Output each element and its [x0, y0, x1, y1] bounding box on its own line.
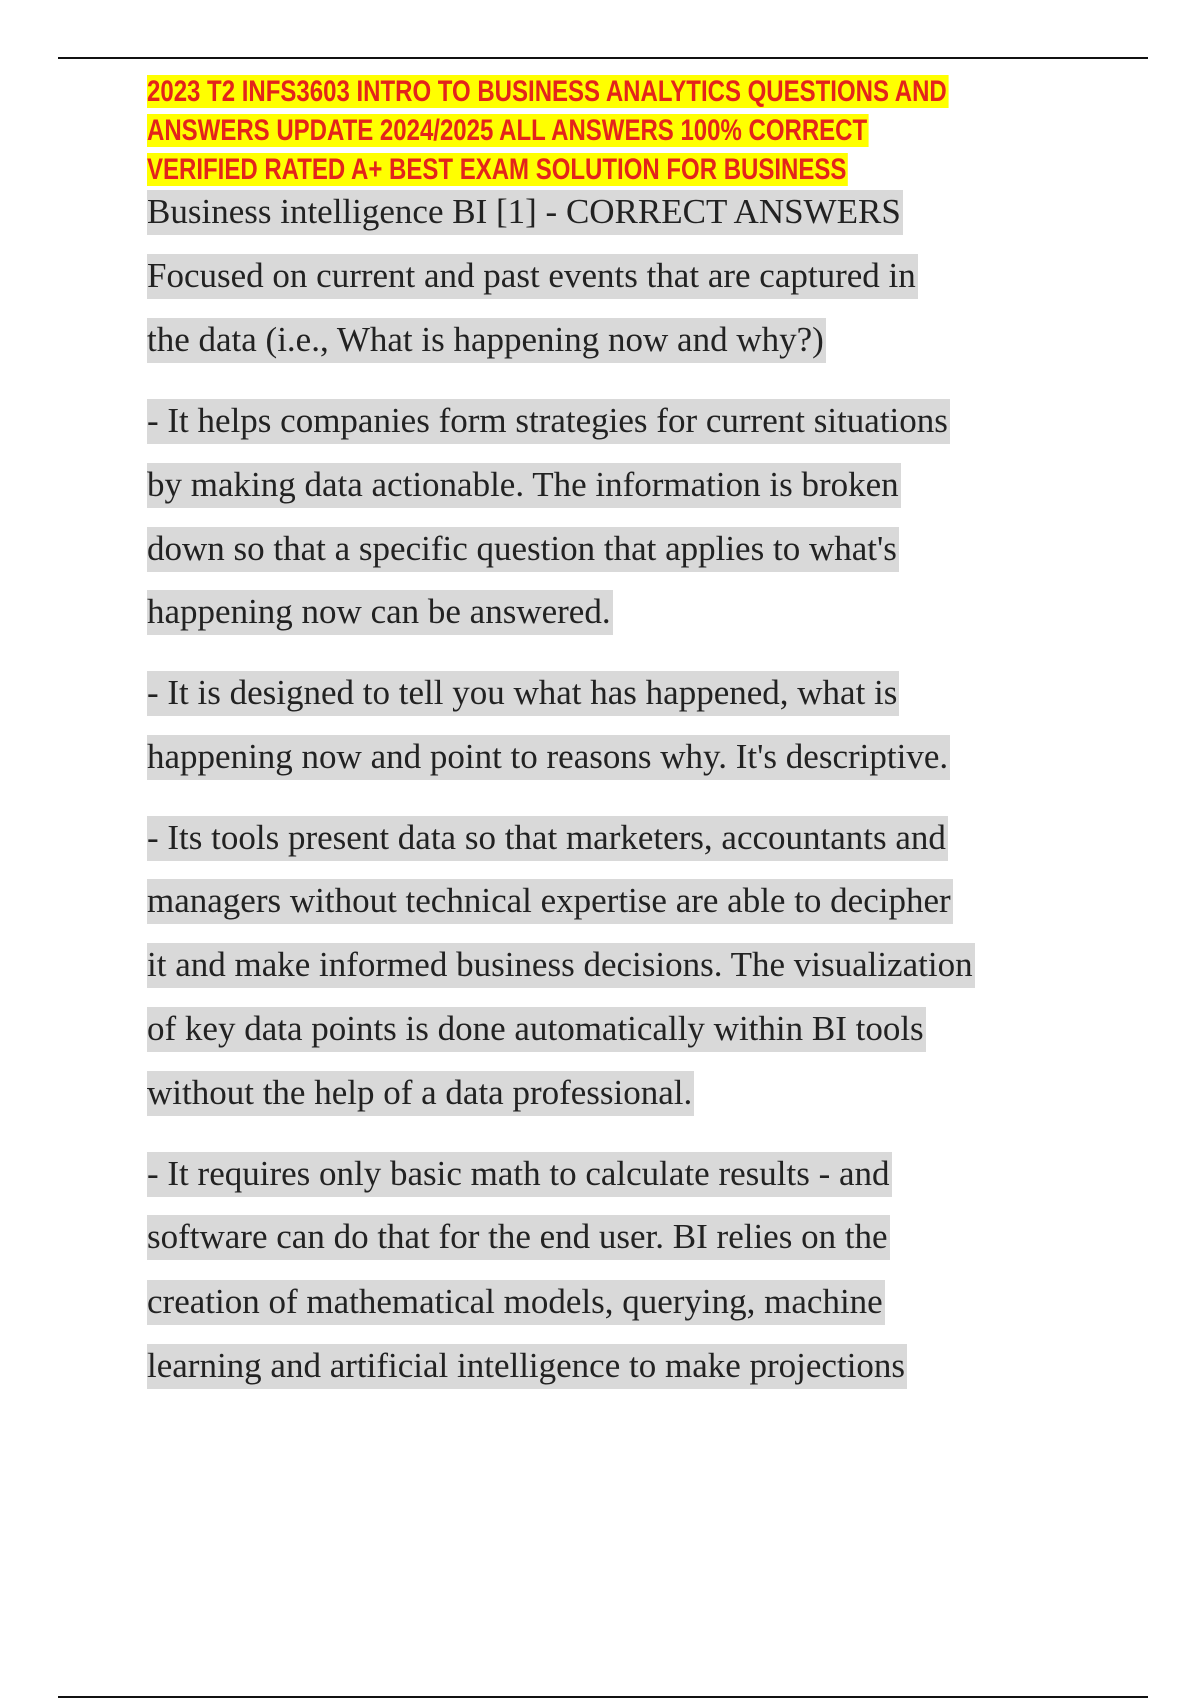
title-line: [147, 72, 948, 111]
text: it and make informed business decisions. The visualization: [147, 943, 975, 988]
text: without the help of a data professional.: [147, 1071, 694, 1116]
answer-line: [147, 1217, 890, 1257]
title-text: 2023 T2 INFS3603 INTRO TO BUSINESS ANALYTICS QUESTIONS AND: [147, 75, 947, 108]
text: - Its tools present data so that marketers, accountants and: [147, 816, 948, 861]
answer-line: [147, 1009, 926, 1049]
text: managers without technical expertise are able to decipher: [147, 879, 953, 924]
top-rule: [58, 57, 1148, 59]
text: by making data actionable. The information is broken: [147, 463, 901, 508]
answer-line: [147, 1346, 907, 1386]
bottom-rule: [58, 1696, 1148, 1698]
text: learning and artificial intelligence to make projections: [147, 1344, 907, 1389]
answer-line: [147, 256, 918, 296]
answer-line: [147, 1073, 694, 1113]
text: software can do that for the end user. BI relies on the: [147, 1215, 890, 1260]
text: - It requires only basic math to calculate results - and: [147, 1152, 892, 1197]
text: the data (i.e., What is happening now and why?): [147, 318, 826, 363]
answer-line: [147, 818, 948, 858]
document-title: [147, 72, 948, 189]
text: of key data points is done automatically within BI tools: [147, 1007, 926, 1052]
answer-line: [147, 1282, 885, 1322]
text: Focused on current and past events that are captured in: [147, 254, 918, 299]
answer-line: [147, 945, 975, 985]
answer-line: [147, 465, 901, 505]
title-line: [147, 150, 948, 189]
text: - It is designed to tell you what has happened, what is: [147, 671, 899, 716]
text: down so that a specific question that applies to what's: [147, 527, 899, 572]
answer-line: [147, 1154, 892, 1194]
text: creation of mathematical models, querying, machine: [147, 1280, 885, 1325]
title-text: VERIFIED RATED A+ BEST EXAM SOLUTION FOR BUSINESS: [147, 153, 847, 186]
text: happening now can be answered.: [147, 590, 613, 635]
answer-line: [147, 401, 950, 441]
answer-line: [147, 529, 899, 569]
text: - It helps companies form strategies for current situations: [147, 399, 950, 444]
answer-line: [147, 673, 899, 713]
question-line: [147, 192, 903, 232]
answer-line: [147, 881, 953, 921]
answer-line: [147, 592, 613, 632]
answer-line: [147, 320, 826, 360]
text: Business intelligence BI [1] - CORRECT ANSWERS: [147, 190, 903, 235]
title-line: [147, 111, 948, 150]
text: happening now and point to reasons why. It's descriptive.: [147, 735, 950, 780]
answer-line: [147, 737, 950, 777]
title-text: ANSWERS UPDATE 2024/2025 ALL ANSWERS 100% CORRECT: [147, 114, 868, 147]
